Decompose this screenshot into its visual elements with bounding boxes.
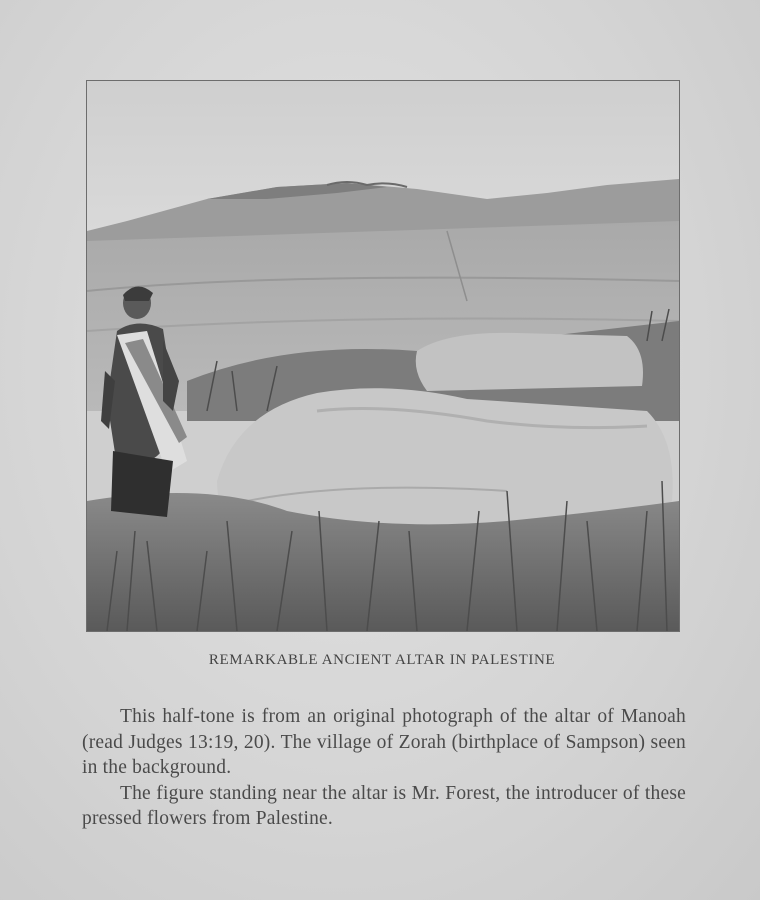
halftone-photograph: [86, 80, 680, 632]
altar-photograph: [87, 81, 679, 631]
description-text: [82, 704, 686, 832]
paragraph-figure-identity: The figure standing near the altar is Mr. Forest, the introducer of these pressed flowers from Palestine.: [82, 782, 686, 829]
figure-caption: REMARKABLE ANCIENT ALTAR IN PALESTINE: [208, 652, 556, 668]
paragraph-photo-origin: This half-tone is from an original photograph of the altar of Manoah (read Judges 13:19, 20). The village of Zorah (birthplace of Sampson) seen in the background.: [82, 706, 686, 778]
